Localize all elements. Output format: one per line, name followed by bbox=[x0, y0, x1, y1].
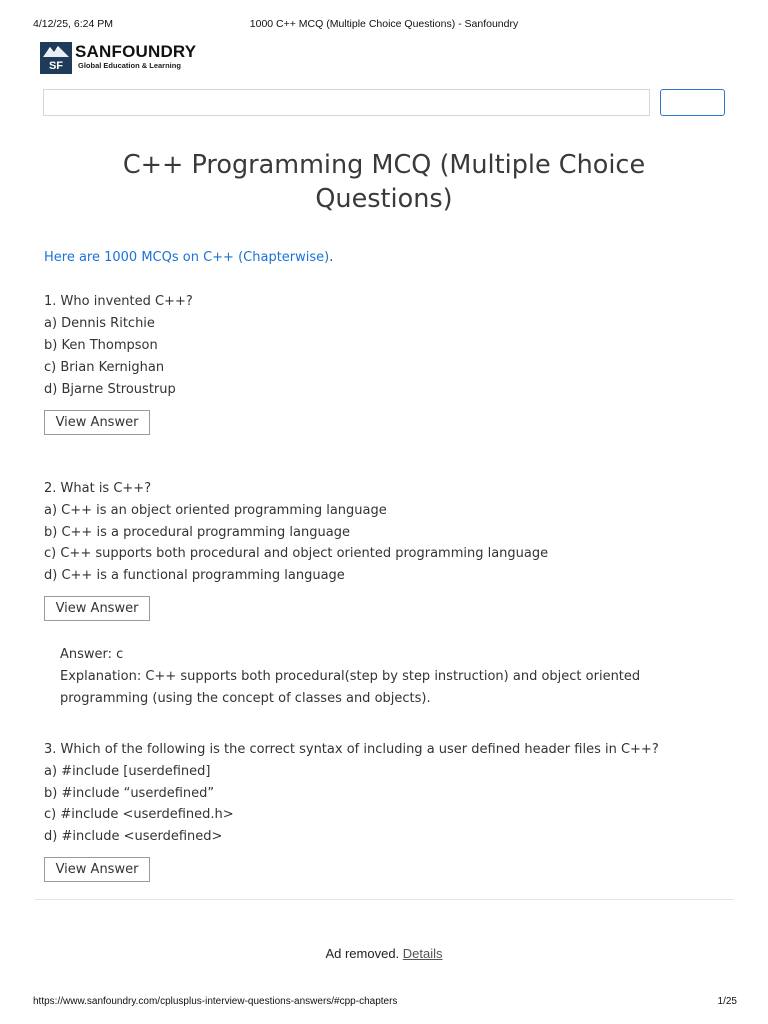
question-2-text: 2. What is C++? bbox=[44, 481, 152, 496]
question-3-option-b: b) #include “userdefined” bbox=[44, 786, 215, 801]
print-header bbox=[0, 18, 768, 32]
question-1-option-d: d) Bjarne Stroustrup bbox=[44, 382, 176, 397]
site-logo[interactable] bbox=[40, 42, 196, 74]
question-3-option-a: a) #include [userdefined] bbox=[44, 764, 211, 779]
print-url: https://www.sanfoundry.com/cplusplus-interview-questions-answers/#cpp-chapters bbox=[33, 996, 398, 1007]
page-title bbox=[60, 148, 708, 216]
print-page-number: 1/25 bbox=[717, 996, 737, 1007]
print-datetime: 4/12/25, 6:24 PM bbox=[33, 18, 113, 30]
section-divider bbox=[35, 899, 734, 900]
question-1-option-c: c) Brian Kernighan bbox=[44, 360, 165, 375]
question-1-option-b: b) Ken Thompson bbox=[44, 338, 158, 353]
ad-details-link[interactable]: Details bbox=[402, 946, 443, 961]
print-footer bbox=[0, 996, 768, 1010]
logo-tagline: Global Education & Learning bbox=[78, 61, 181, 70]
question-2-option-c: c) C++ supports both procedural and object oriented programming language bbox=[44, 546, 549, 561]
ad-removed-text: Ad removed. bbox=[325, 946, 400, 961]
intro-period: . bbox=[329, 250, 334, 265]
print-doc-title: 1000 C++ MCQ (Multiple Choice Questions) - Sanfoundry bbox=[249, 18, 519, 30]
question-2-option-a: a) C++ is an object oriented programming language bbox=[44, 503, 387, 518]
question-2-option-d: d) C++ is a functional programming language bbox=[44, 568, 345, 583]
question-2-explanation-line-1: Explanation: C++ supports both procedural(step by step instruction) and object oriented bbox=[60, 669, 641, 684]
ad-removed-notice bbox=[0, 946, 768, 961]
question-2-answer: Answer: c bbox=[60, 647, 124, 662]
intro-text bbox=[44, 250, 333, 266]
logo-name: SANFOUNDRY bbox=[75, 42, 197, 61]
question-1-option-a: a) Dennis Ritchie bbox=[44, 316, 155, 331]
question-2-view-answer-button[interactable]: View Answer bbox=[44, 596, 150, 621]
mountain-icon bbox=[43, 44, 69, 58]
chapterwise-link[interactable]: Here are 1000 MCQs on C++ (Chapterwise) bbox=[44, 250, 330, 265]
logo-mark bbox=[40, 42, 72, 74]
page-title-line-2: Questions) bbox=[315, 184, 453, 214]
search-button[interactable] bbox=[660, 89, 725, 116]
question-1-view-answer-button[interactable]: View Answer bbox=[44, 410, 150, 435]
logo-text bbox=[75, 42, 196, 71]
question-3-view-answer-button[interactable]: View Answer bbox=[44, 857, 150, 882]
question-2-explanation-line-2: programming (using the concept of classes and objects). bbox=[60, 691, 431, 706]
question-1-text: 1. Who invented C++? bbox=[44, 294, 193, 309]
search-input[interactable] bbox=[43, 89, 650, 116]
page-title-line-1: C++ Programming MCQ (Multiple Choice bbox=[122, 150, 646, 180]
question-3-option-d: d) #include <userdefined> bbox=[44, 829, 223, 844]
question-3-text: 3. Which of the following is the correct syntax of including a user defined header files in C++? bbox=[44, 742, 659, 757]
logo-abbr: SF bbox=[48, 60, 64, 72]
question-3-option-c: c) #include <userdefined.h> bbox=[44, 807, 234, 822]
question-2-option-b: b) C++ is a procedural programming language bbox=[44, 525, 350, 540]
